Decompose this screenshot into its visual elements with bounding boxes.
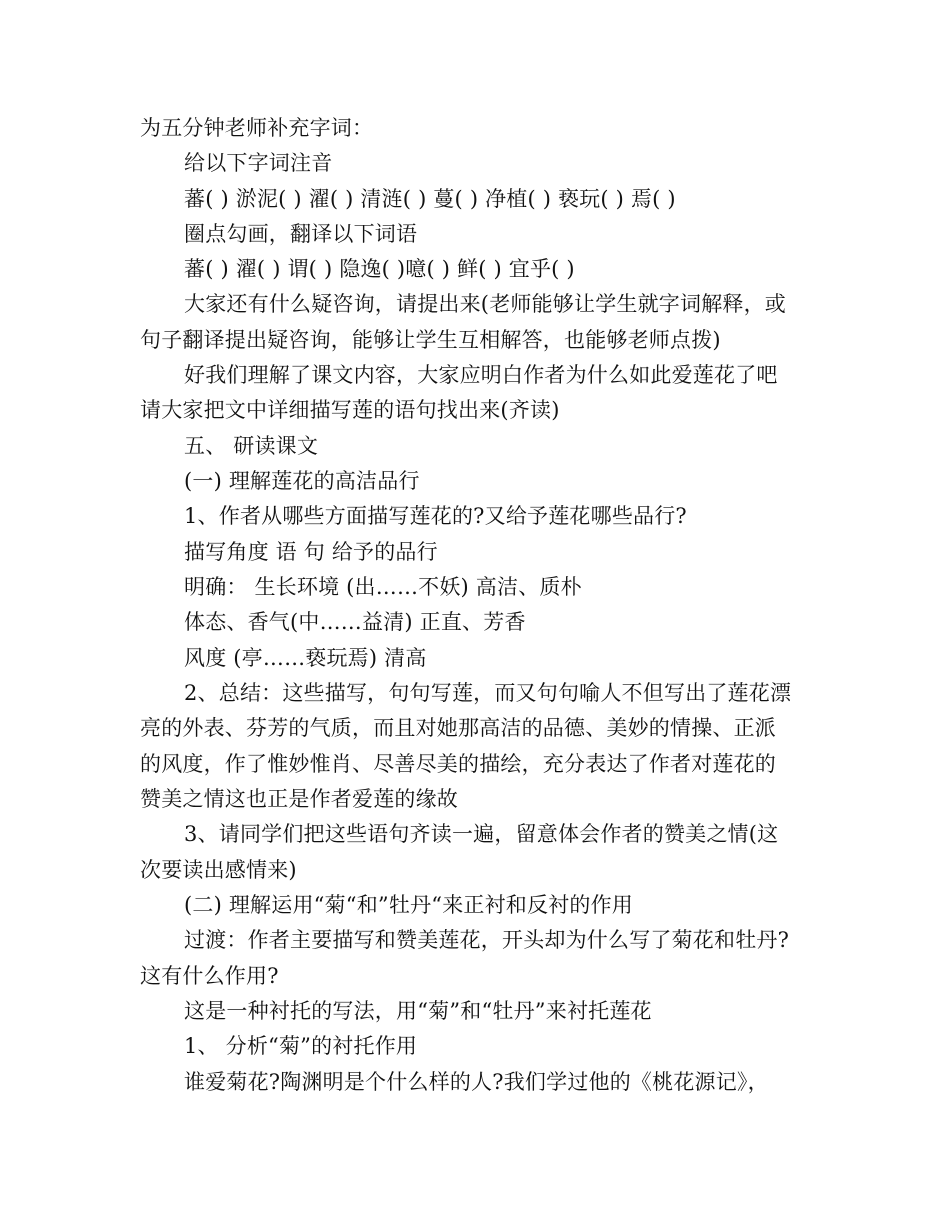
text-line: 好我们理解了课文内容，大家应明白作者为什么如此爱莲花了吧 — [184, 363, 778, 387]
text-line: 过渡：作者主要描写和赞美莲花，开头却为什么写了菊花和牡丹? — [184, 928, 790, 952]
text-line: 1、作者从哪些方面描写莲花的?又给予莲花哪些品行? — [184, 504, 687, 528]
subsection-heading: (二) 理解运用“菊“和”牡丹“来正衬和反衬的作用 — [184, 893, 634, 917]
text-line: 赞美之情这也正是作者爱莲的缘故 — [140, 787, 458, 811]
text-line: 2、总结：这些描写，句句写莲，而又句句喻人不但写出了莲花漂 — [184, 681, 792, 705]
text-line: 次要读出感情来) — [140, 858, 297, 882]
text-line: 体态、香气(中……益清) 正直、芳香 — [184, 610, 526, 634]
text-line: 大家还有什么疑咨询，请提出来(老师能够让学生就字词解释，或 — [184, 292, 786, 316]
text-line: 圈点勾画，翻译以下词语 — [184, 222, 418, 246]
text-line: 这有什么作用? — [140, 964, 279, 988]
text-line: 蕃( ) 淤泥( ) 濯( ) 清涟( ) 蔓( ) 净植( ) 亵玩( ) 焉( ) — [184, 187, 676, 211]
text-line: 为五分钟老师补充字词： — [140, 116, 374, 140]
text-line: 描写角度 语 句 给予的品行 — [184, 540, 438, 564]
text-line: 谁爱菊花?陶渊明是个什么样的人?我们学过他的《桃花源记》， — [184, 1070, 769, 1094]
text-line: 请大家把文中详细描写莲的语句找出来(齐读) — [140, 398, 560, 422]
subsection-heading: (一) 理解莲花的高洁品行 — [184, 469, 420, 493]
text-line: 给以下字词注音 — [184, 151, 333, 175]
text-line: 句子翻译提出疑咨询，能够让学生互相解答，也能够老师点拨) — [140, 328, 721, 352]
text-line: 3、请同学们把这些语句齐读一遍，留意体会作者的赞美之情(这 — [184, 822, 779, 846]
text-line: 1、 分析“菊”的衬托作用 — [184, 1034, 418, 1058]
text-line: 明确： 生长环境 (出……不妖) 高洁、质朴 — [184, 575, 582, 599]
section-heading: 五、 研读课文 — [184, 434, 319, 458]
text-line: 风度 (亭……亵玩焉) 清高 — [184, 646, 427, 670]
text-line: 亮的外表、芬芳的气质，而且对她那高洁的品德、美妙的情操、正派 — [140, 716, 776, 740]
text-line: 蕃( ) 濯( ) 谓( ) 隐逸( )噫( ) 鲜( ) 宜乎( ) — [184, 257, 575, 281]
text-line: 的风度，作了惟妙惟肖、尽善尽美的描绘，充分表达了作者对莲花的 — [140, 752, 776, 776]
text-line: 这是一种衬托的写法，用“菊”和“牡丹”来衬托莲花 — [184, 999, 652, 1023]
